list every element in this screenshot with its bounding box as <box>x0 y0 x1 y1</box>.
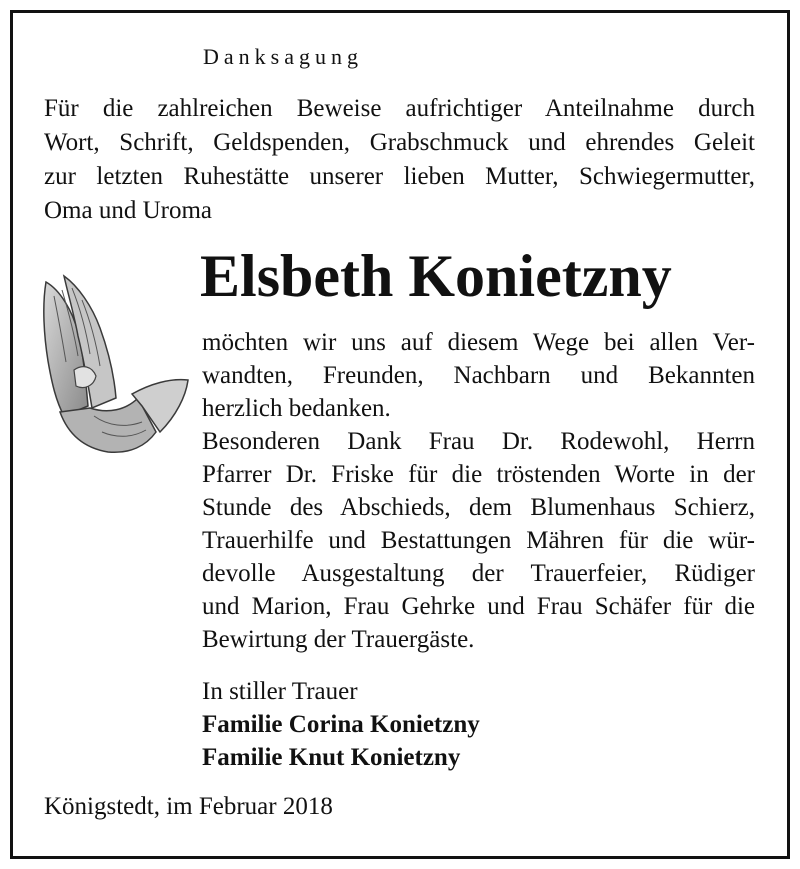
intro-line: Oma und Uroma <box>44 197 213 224</box>
thanks-line: devolle Ausgestaltung der Trauerfeier, Rüdiger <box>202 560 755 587</box>
signature-block <box>202 675 480 774</box>
thanks-text <box>202 326 755 656</box>
thanks-line: Bewirtung der Trauergäste. <box>202 626 475 653</box>
thanks-line: herzlich bedanken. <box>202 395 391 422</box>
intro-line: Wort, Schrift, Geldspenden, Grabschmuck und ehrendes Geleit <box>44 129 755 156</box>
deceased-name: Elsbeth Konietzny <box>200 243 672 309</box>
praying-hands-icon <box>34 266 194 466</box>
thanks-line: und Marion, Frau Gehrke und Frau Schäfer für die <box>202 593 755 620</box>
thanks-line: wandten, Freunden, Nachbarn und Bekannten <box>202 362 755 389</box>
thanks-line: Besonderen Dank Frau Dr. Rodewohl, Herrn <box>202 428 755 455</box>
intro-line: zur letzten Ruhestätte unserer lieben Mutter, Schwiegermutter, <box>44 163 755 190</box>
thanks-line: Trauerhilfe und Bestattungen Mähren für die wür- <box>202 527 755 554</box>
thanks-line: Stunde des Abschieds, dem Blumenhaus Schierz, <box>202 494 755 521</box>
signature-intro: In stiller Trauer <box>202 678 358 705</box>
notice-heading: Danksagung <box>203 44 363 69</box>
signature-family: Familie Corina Konietzny <box>202 711 480 738</box>
signature-family: Familie Knut Konietzny <box>202 744 461 771</box>
intro-line: Für die zahlreichen Beweise aufrichtiger Anteilnahme durch <box>44 95 755 122</box>
intro-text <box>44 92 755 228</box>
place-date: Königstedt, im Februar 2018 <box>44 793 333 820</box>
thanks-line: möchten wir uns auf diesem Wege bei allen Ver- <box>202 329 755 356</box>
thanks-line: Pfarrer Dr. Friske für die tröstenden Worte in der <box>202 461 755 488</box>
